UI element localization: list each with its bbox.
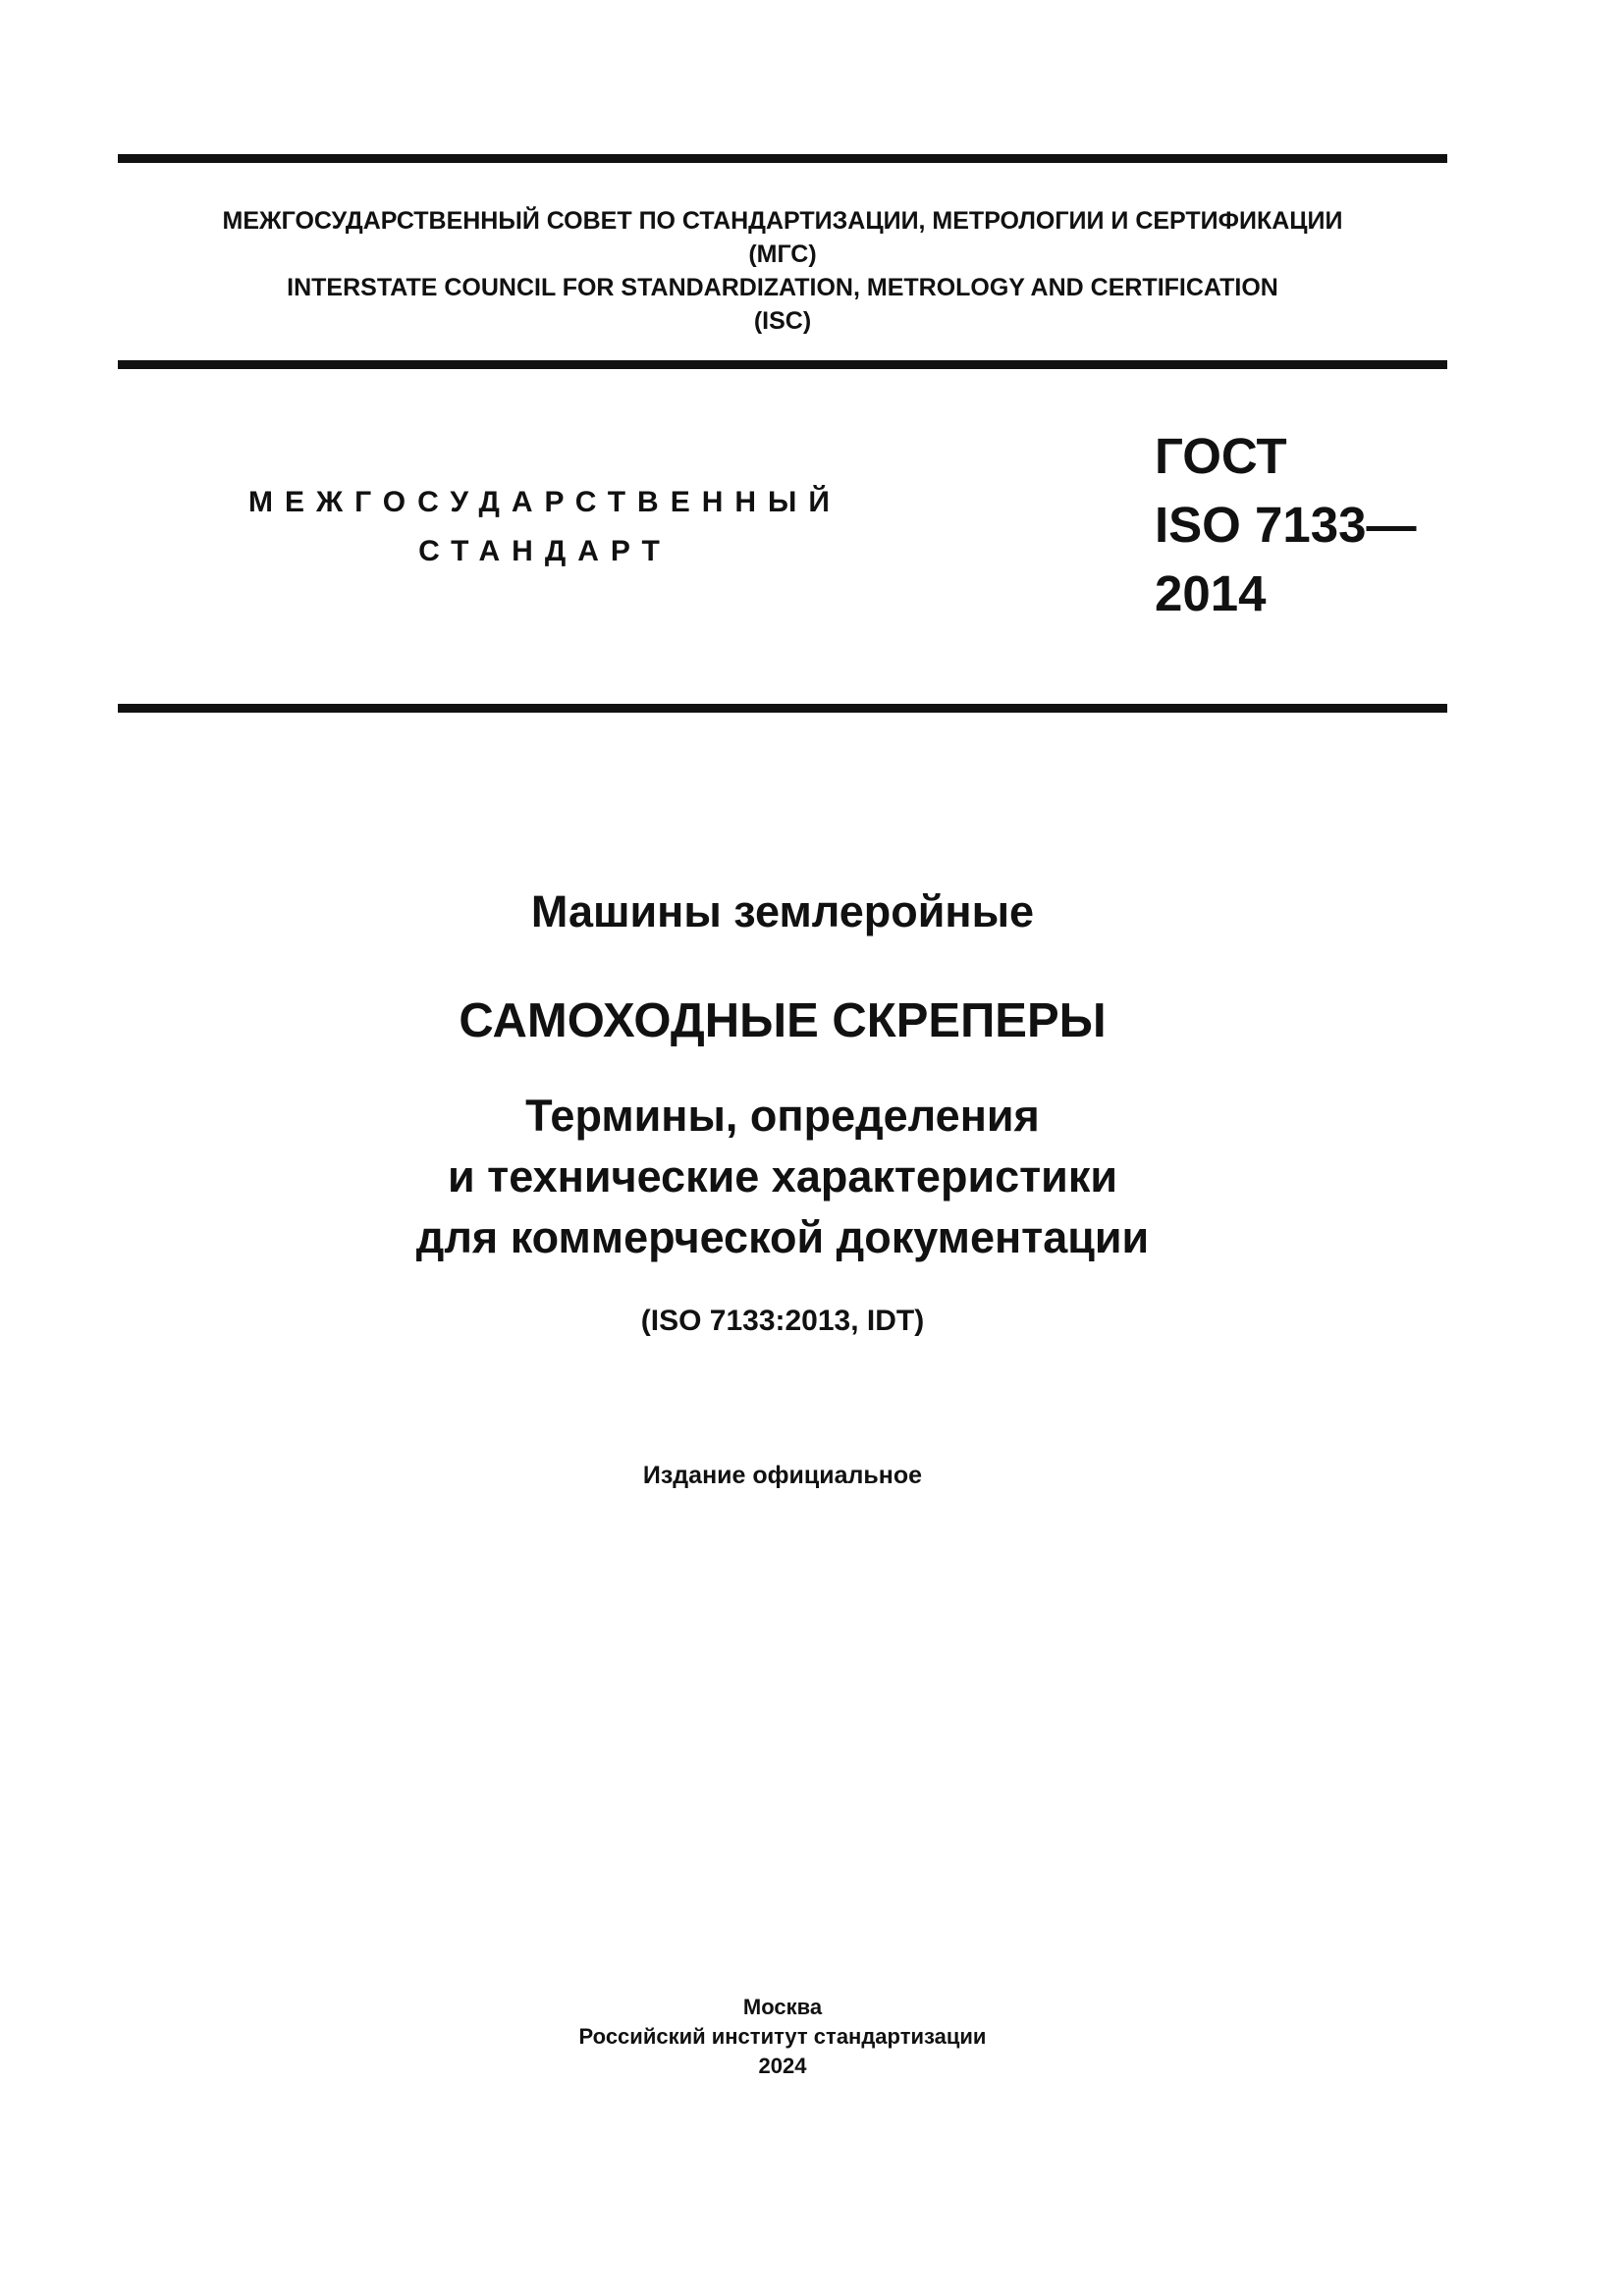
designation-line-2: ISO 7133—: [1155, 497, 1417, 553]
council-header: [118, 204, 1447, 338]
subtitle-line-3: для коммерческой документации: [415, 1212, 1150, 1262]
header-bottom-rule: [118, 360, 1447, 369]
subtitle-line-1: Термины, определения: [525, 1091, 1040, 1141]
imprint-publisher: Российский институт стандартизации: [578, 2024, 987, 2049]
council-name-ru: МЕЖГОСУДАРСТВЕННЫЙ СОВЕТ ПО СТАНДАРТИЗАЦИИ, МЕТРОЛОГИИ И СЕРТИФИКАЦИИ: [222, 207, 1343, 235]
subtitle-line-2: и технические характеристики: [447, 1151, 1118, 1201]
standard-designation: [1155, 422, 1416, 628]
designation-line-1: ГОСТ: [1155, 428, 1287, 484]
subtitle: [118, 1086, 1447, 1268]
standard-type-line-2: СТАНДАРТ: [418, 535, 672, 567]
imprint: [118, 1993, 1447, 2081]
council-name-en: INTERSTATE COUNCIL FOR STANDARDIZATION, METROLOGY AND CERTIFICATION: [287, 274, 1278, 301]
designation-line-3: 2014: [1155, 565, 1267, 621]
standard-type: [157, 478, 933, 576]
top-rule: [118, 154, 1447, 163]
main-title: Машины землеройные: [530, 886, 1035, 936]
iso-reference: (ISO 7133:2013, IDT): [640, 1305, 925, 1337]
product-title: САМОХОДНЫЕ СКРЕПЕРЫ: [459, 994, 1107, 1047]
standard-type-line-1: МЕЖГОСУДАРСТВЕННЫЙ: [248, 486, 841, 518]
designation-bottom-rule: [118, 704, 1447, 713]
imprint-city: Москва: [742, 1995, 823, 2019]
imprint-year: 2024: [758, 2054, 807, 2078]
edition-label: Издание официальное: [642, 1462, 923, 1489]
council-abbr-en: (ISC): [753, 307, 812, 335]
council-abbr-ru: (МГС): [748, 240, 817, 268]
